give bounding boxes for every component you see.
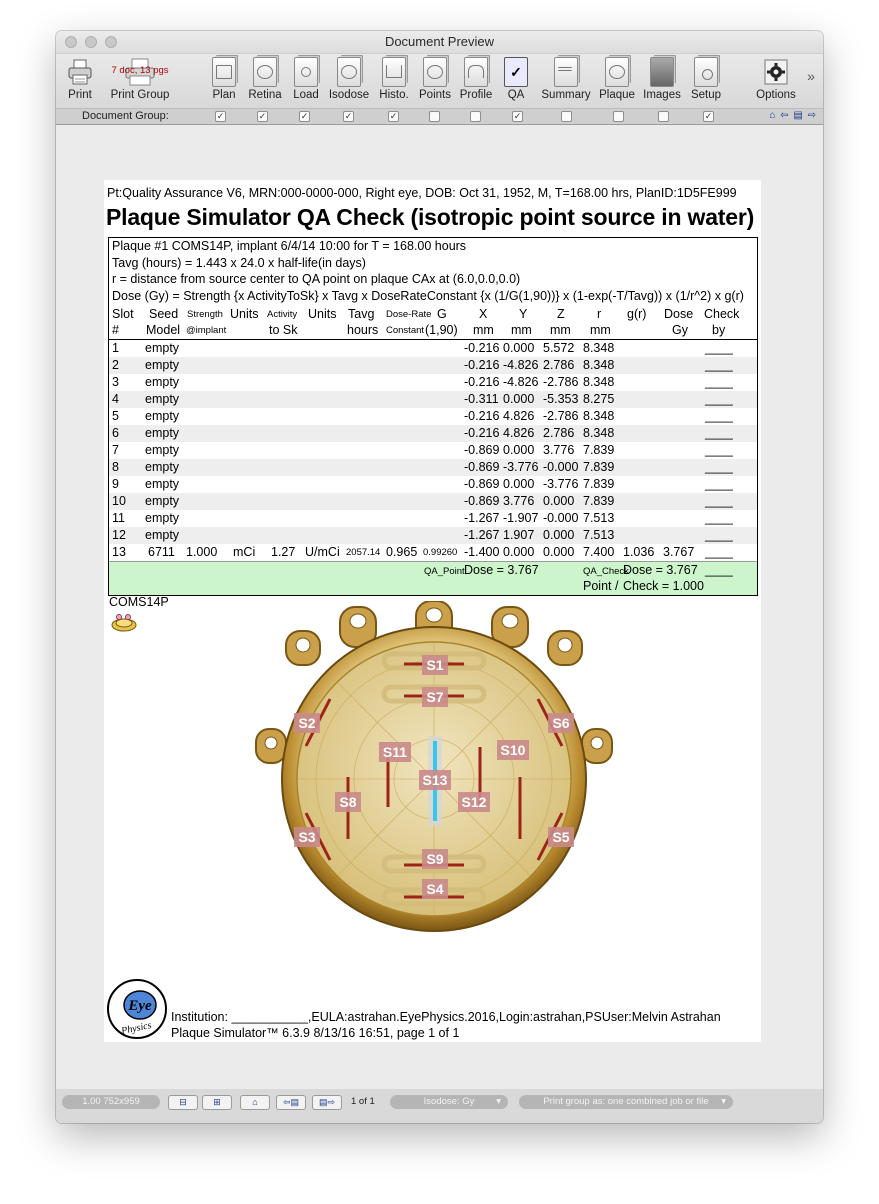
summary-button[interactable] <box>538 57 594 101</box>
group-nav-buttons[interactable]: ⌂ ⇦ ▤ ⇨ <box>769 110 817 121</box>
points-doc-icon <box>423 57 447 87</box>
row13-doserate: 0.965 <box>386 544 418 559</box>
row13-activity: 1.27 <box>271 544 296 559</box>
group-checkbox-points[interactable] <box>429 111 440 122</box>
plan-label: Plan <box>212 89 236 101</box>
histogram-doc-icon <box>382 57 406 87</box>
qa-point-dose: Dose = 3.767 <box>464 562 539 577</box>
histo-label: Histo. <box>379 89 409 101</box>
gear-icon <box>763 57 789 87</box>
row13-units: mCi <box>233 544 256 559</box>
print-label: Print <box>68 89 92 101</box>
load-doc-icon <box>294 57 318 87</box>
qa-point-label: QA_Point <box>424 565 465 577</box>
summary-doc-icon <box>554 57 578 87</box>
images-label: Images <box>643 89 681 101</box>
header-strength: Strength <box>187 308 223 320</box>
points-button[interactable] <box>416 57 454 101</box>
zoom-window-button[interactable] <box>105 36 117 48</box>
load-button[interactable] <box>288 57 324 101</box>
plaque-button[interactable] <box>596 57 638 101</box>
seed-label-s13: S13 <box>422 772 448 788</box>
plaque-diagram <box>234 601 634 941</box>
header-r-sub: mm <box>590 322 611 337</box>
header-z-sub: mm <box>550 322 571 337</box>
images-button[interactable] <box>640 57 684 101</box>
header-slot-sub: # <box>112 322 119 337</box>
seed-label-s11: S11 <box>382 744 408 760</box>
printer-icon <box>67 57 93 87</box>
svg-text:Physics: Physics <box>120 1019 153 1038</box>
document-page <box>104 180 761 1042</box>
setup-doc-icon <box>694 57 718 87</box>
group-checkbox-isodose[interactable]: ✓ <box>344 111 353 121</box>
group-checkbox-qa[interactable]: ✓ <box>513 111 522 121</box>
setup-label: Setup <box>690 89 722 101</box>
seed-label-s8: S8 <box>339 794 357 810</box>
info-line-plaque: Plaque #1 COMS14P, implant 6/4/14 10:00 for T = 168.00 hours <box>112 239 467 253</box>
qa-totals <box>109 561 757 595</box>
qa-check-ratio: Check = 1.000 <box>623 578 704 593</box>
qa-point-ratio-label: Point / <box>583 578 619 593</box>
isodose-doc-icon <box>337 57 361 87</box>
plaque-doc-icon <box>605 57 629 87</box>
row13-g: 0.99260 <box>423 546 458 558</box>
options-button[interactable] <box>753 57 799 101</box>
page-title: Plaque Simulator QA Check (isotropic point source in water) <box>106 204 755 230</box>
header-doserate: Dose-Rate <box>386 308 432 320</box>
header-y-sub: mm <box>511 322 532 337</box>
document-preview-window <box>56 31 823 1123</box>
minimize-window-button[interactable] <box>85 36 97 48</box>
header-seed-sub: Model <box>146 322 181 337</box>
row13-z: 0.000 <box>543 544 575 559</box>
patient-line: Pt:Quality Assurance V6, MRN:000-0000-000, Right eye, DOB: Oct 31, 1952, M, T=168.00 hrs, PlanID:1D5FE999 <box>107 186 737 200</box>
header-activity: Activity <box>267 308 298 320</box>
row13-strength: 1.000 <box>186 544 218 559</box>
row13-dose: 3.767 <box>663 544 695 559</box>
footer-institution: Institution: ___________,EULA:astrahan.EyePhysics.2016,Login:astrahan,PSUser:Melvin Astrahan <box>171 1010 721 1024</box>
group-checkbox-profile[interactable] <box>470 111 481 122</box>
toolbar-overflow-button[interactable]: » <box>807 68 815 84</box>
header-tavg-sub: hours <box>347 322 379 337</box>
row13-tavg: 2057.14 <box>346 546 381 558</box>
close-window-button[interactable] <box>65 36 77 48</box>
info-line-dose-formula: Dose (Gy) = Strength {x ActivityToSk} x Tavg x DoseRateConstant {x (1/G(1,90))} x (1-exp(-T/Tavg)) x (1/r^2) x g(r) <box>112 289 744 304</box>
header-check-sub: by <box>712 322 726 337</box>
next-page-button[interactable]: ▤⇨ <box>312 1095 342 1110</box>
row13-y: 0.000 <box>503 544 535 559</box>
status-bar <box>56 1089 823 1123</box>
seed-label-s2: S2 <box>298 715 316 731</box>
header-doserate-sub: Constant <box>386 324 425 336</box>
window-controls <box>65 36 117 48</box>
load-label: Load <box>293 89 319 101</box>
header-gr: g(r) <box>627 306 647 321</box>
previous-page-button[interactable]: ⇦▤ <box>276 1095 306 1110</box>
seed-label-s10: S10 <box>500 742 526 758</box>
profile-button[interactable] <box>456 57 496 101</box>
group-checkbox-summary[interactable] <box>561 111 572 122</box>
row13-slot: 13 <box>112 544 126 559</box>
row13-units2: U/mCi <box>305 544 340 559</box>
qa-check-icon: ✓ <box>504 57 528 87</box>
histo-button[interactable] <box>375 57 413 101</box>
isodose-label: Isodose <box>328 89 370 101</box>
group-checkbox-retina[interactable]: ✓ <box>258 111 267 121</box>
plaque-thumbnail-icon <box>110 612 138 632</box>
seed-label-s7: S7 <box>426 689 444 705</box>
isodose-button[interactable] <box>326 57 372 101</box>
qa-button[interactable] <box>500 57 532 101</box>
plaque-name: COMS14P <box>109 595 169 609</box>
table-row: 2 empty -0.216 -4.826 2.786 8.348 ____ <box>109 357 757 374</box>
retina-label: Retina <box>248 89 282 101</box>
profile-doc-icon <box>464 57 488 87</box>
profile-label: Profile <box>459 89 493 101</box>
header-check: Check <box>704 306 740 321</box>
toolbar <box>56 54 823 109</box>
row13-x: -1.400 <box>464 544 500 559</box>
table-row: 3 empty -0.216 -4.826 -2.786 8.348 ____ <box>112 374 733 389</box>
document-group-bar <box>56 109 823 125</box>
qa-check-dose: Dose = 3.767 <box>623 562 698 577</box>
header-r: r <box>597 306 602 321</box>
print-group-mode-select[interactable] <box>519 1095 733 1109</box>
group-checkbox-plan[interactable]: ✓ <box>216 111 225 121</box>
preview-area[interactable] <box>56 124 823 1090</box>
table-row: 4 empty -0.311 0.000 -5.353 8.275 ____ <box>109 391 757 408</box>
group-checkbox-load[interactable]: ✓ <box>300 111 309 121</box>
points-label: Points <box>419 89 451 101</box>
table-row: 8 empty -0.869 -3.776 -0.000 7.839 ____ <box>109 459 757 476</box>
qa-check-label: QA_Check <box>583 565 629 577</box>
seed-label-s12: S12 <box>461 794 487 810</box>
summary-label: Summary <box>541 89 591 101</box>
qa-label: QA <box>507 89 525 101</box>
table-row: 9 empty -0.869 0.000 -3.776 7.839 ____ <box>112 476 733 491</box>
info-line-tavg: Tavg (hours) = 1.443 x 24.0 x half-life(in days) <box>112 255 366 270</box>
table-row: 10 empty -0.869 3.776 0.000 7.839 ____ <box>109 493 757 510</box>
header-g: G <box>437 306 447 321</box>
column-headers <box>109 305 757 340</box>
info-line-r: r = distance from source center to QA point on plaque CAx at (6.0,0.0,0.0) <box>112 272 521 287</box>
print-button[interactable] <box>62 57 98 101</box>
header-units: Units <box>230 306 259 321</box>
group-checkbox-plaque[interactable] <box>613 111 624 122</box>
table-row: 11 empty -1.267 -1.907 -0.000 7.513 ____ <box>112 510 733 525</box>
zoom-out-button[interactable]: ⊟ <box>168 1095 198 1110</box>
row13-seed: 6711 <box>148 544 175 559</box>
retina-button[interactable] <box>246 57 284 101</box>
zoom-size-display: 1.00 752x959 <box>62 1095 160 1109</box>
plaque-label: Plaque <box>599 89 635 101</box>
header-g-sub: (1,90) <box>425 322 458 337</box>
svg-text:Eye: Eye <box>128 998 152 1014</box>
header-units2: Units <box>308 306 337 321</box>
eye-physics-logo <box>106 978 168 1040</box>
seed-label-s9: S9 <box>426 851 444 867</box>
table-row-seed-13 <box>109 544 757 561</box>
header-dose-sub: Gy <box>672 322 688 337</box>
row13-r: 7.400 <box>583 544 615 559</box>
window-title: Document Preview <box>384 34 495 49</box>
home-page-button[interactable]: ⌂ <box>240 1095 270 1110</box>
images-doc-icon <box>650 57 674 87</box>
group-checkbox-histo[interactable]: ✓ <box>389 111 398 121</box>
print-group-mode-value: Print group as: one combined job or file <box>543 1096 709 1107</box>
chevron-down-icon: ▾ <box>496 1096 501 1107</box>
seed-label-s5: S5 <box>552 829 570 845</box>
seed-label-s6: S6 <box>552 715 570 731</box>
seed-label-s4: S4 <box>426 881 444 897</box>
header-dose: Dose <box>664 306 694 321</box>
qa-table <box>108 237 758 596</box>
zoom-in-button[interactable]: ⊞ <box>202 1095 232 1110</box>
qa-check-blank: ____ <box>705 562 733 577</box>
page-footer <box>171 1009 721 1041</box>
table-row: 6 empty -0.216 4.826 2.786 8.348 ____ <box>109 425 757 442</box>
table-row: 1 empty -0.216 0.000 5.572 8.348 ____ <box>112 340 733 355</box>
row13-gr: 1.036 <box>623 544 655 559</box>
header-strength-sub: @implant <box>186 324 227 336</box>
header-tavg: Tavg <box>348 306 375 321</box>
plan-button[interactable] <box>206 57 242 101</box>
page-counter: 1 of 1 <box>351 1096 375 1107</box>
header-x: X <box>479 306 488 321</box>
footer-version: Plaque Simulator™ 6.3.9 8/13/16 16:51, page 1 of 1 <box>171 1026 460 1040</box>
header-slot: Slot <box>112 306 134 321</box>
seed-label-s1: S1 <box>426 657 444 673</box>
isodose-select-value: Isodose: Gy <box>423 1096 475 1107</box>
table-row: 7 empty -0.869 0.000 3.776 7.839 ____ <box>112 442 733 457</box>
seed-label-s3: S3 <box>298 829 316 845</box>
title-bar <box>56 31 823 54</box>
table-row: 5 empty -0.216 4.826 -2.786 8.348 ____ <box>112 408 733 423</box>
header-y: Y <box>519 306 528 321</box>
header-activity-sub: to Sk <box>269 322 298 337</box>
options-label: Options <box>756 89 796 101</box>
header-seed: Seed <box>149 306 179 321</box>
print-group-label: Print Group <box>110 89 170 101</box>
retina-doc-icon <box>253 57 277 87</box>
print-group-button[interactable] <box>108 57 172 101</box>
chevron-down-icon: ▾ <box>721 1096 726 1107</box>
header-z: Z <box>557 306 565 321</box>
plan-doc-icon <box>212 57 236 87</box>
table-row: 12 empty -1.267 1.907 0.000 7.513 ____ <box>109 527 757 544</box>
group-checkbox-setup[interactable]: ✓ <box>704 111 713 121</box>
group-checkbox-images[interactable] <box>658 111 669 122</box>
printer-group-icon <box>110 57 170 87</box>
isodose-units-select[interactable] <box>390 1095 508 1109</box>
row13-check: ____ <box>705 544 733 559</box>
document-group-label: Document Group: <box>82 110 169 122</box>
setup-button[interactable] <box>686 57 726 101</box>
header-x-sub: mm <box>473 322 494 337</box>
print-group-count: 7 doc, 13 pgs <box>111 65 169 76</box>
